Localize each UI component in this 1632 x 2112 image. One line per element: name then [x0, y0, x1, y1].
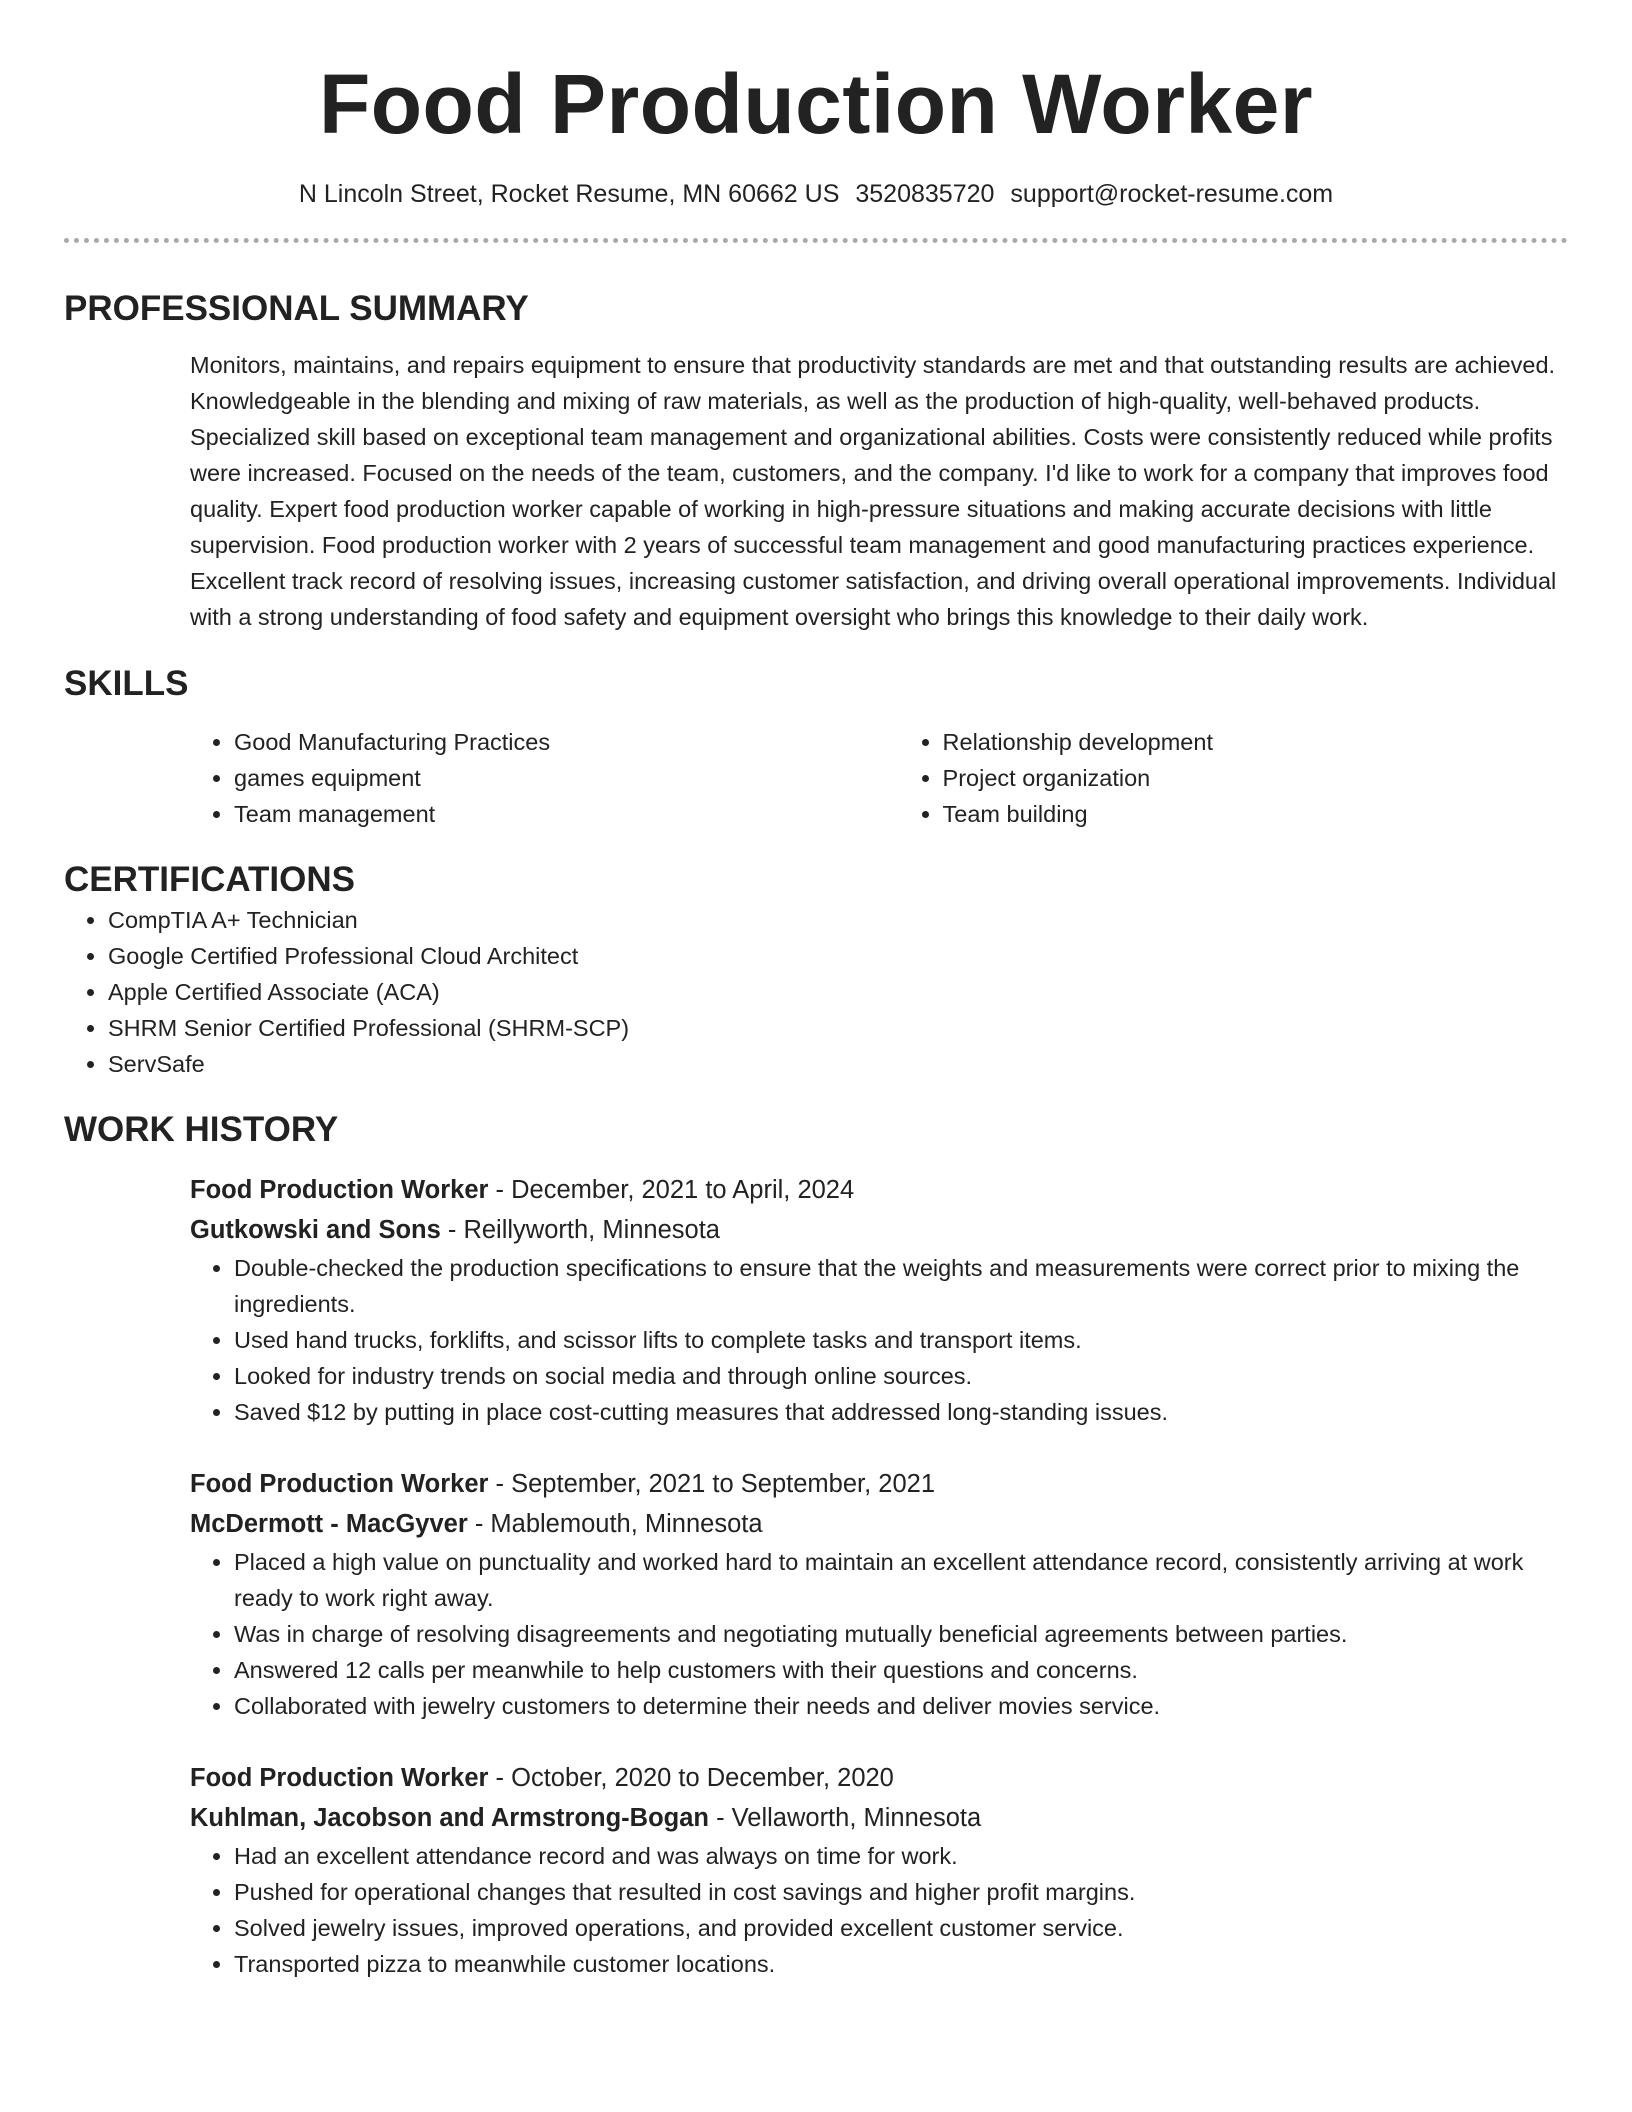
summary-text: Monitors, maintains, and repairs equipment to ensure that productivity standards are met and that outstanding results are achieved. Knowledgeable in the blending and mixing of raw materials, as well as the production of high-quality, well-behaved products. Specialized skill based on exceptional team management and organizational abilities. Costs were consistently reduced while profits were increased. Focused on the needs of the team, customers, and the company. I'd like to work for a company that improves food quality. Expert food production worker capable of working in high-pressure situations and making accurate decisions with little supervision. Food production worker with 2 years of successful team management and good manufacturing practices experience. Excellent track record of resolving issues, increasing customer satisfaction, and driving overall operational improvements. Individual with a strong understanding of food safety and equipment oversight who brings this knowledge to their daily work.: [190, 352, 1557, 630]
skills-column-right: [899, 724, 1568, 832]
job-duties: [190, 1838, 1568, 1982]
certification-item: • Google Certified Professional Cloud Architect: [108, 938, 1568, 974]
job-entry: [190, 1464, 1568, 1724]
address: N Lincoln Street, Rocket Resume, MN 60662 US: [298, 180, 840, 208]
skill-item: • games equipment: [234, 760, 899, 796]
job-company-line: [190, 1210, 1568, 1250]
skill-item: • Good Manufacturing Practices: [234, 724, 899, 760]
certifications-heading: CERTIFICATIONS: [64, 860, 356, 899]
skill-item: • Project organization: [943, 760, 1568, 796]
job-location: - Mablemouth, Minnesota: [467, 1510, 763, 1538]
job-duty: • Solved jewelry issues, improved operations, and provided excellent customer service.: [234, 1910, 1568, 1946]
job-company: Kuhlman, Jacobson and Armstrong-Bogan: [190, 1804, 710, 1832]
job-duty: • Had an excellent attendance record and was always on time for work.: [234, 1838, 1568, 1874]
skill-item: • Team building: [943, 796, 1568, 832]
job-dates: - December, 2021 to April, 2024: [488, 1176, 855, 1204]
skills-list: [190, 724, 1568, 832]
job-dates: - October, 2020 to December, 2020: [488, 1764, 894, 1792]
job-location: - Vellaworth, Minnesota: [709, 1804, 982, 1832]
job-title-line: [190, 1170, 1568, 1210]
job-duty: • Pushed for operational changes that resulted in cost savings and higher profit margins.: [234, 1874, 1568, 1910]
job-company: McDermott - MacGyver: [190, 1510, 468, 1538]
job-duty: • Placed a high value on punctuality and worked hard to maintain an excellent attendance record, consistently arriving at work ready to work right away.: [234, 1544, 1568, 1616]
job-location: - Reillyworth, Minnesota: [440, 1216, 720, 1244]
phone: 3520835720: [855, 180, 995, 208]
work-history-heading: WORK HISTORY: [64, 1110, 339, 1149]
header-divider: [64, 238, 1568, 243]
job-duty: • Collaborated with jewelry customers to determine their needs and deliver movies service.: [234, 1688, 1568, 1724]
job-company-line: [190, 1504, 1568, 1544]
certification-item: • SHRM Senior Certified Professional (SHRM-SCP): [108, 1010, 1568, 1046]
job-role: Food Production Worker: [190, 1470, 489, 1498]
job-duty: • Used hand trucks, forklifts, and scissor lifts to complete tasks and transport items.: [234, 1322, 1568, 1358]
job-duty: • Was in charge of resolving disagreements and negotiating mutually beneficial agreements between parties.: [234, 1616, 1568, 1652]
job-duty: • Saved $12 by putting in place cost-cutting measures that addressed long-standing issues.: [234, 1394, 1568, 1430]
contact-line: [64, 178, 1568, 210]
job-duty: • Transported pizza to meanwhile customer locations.: [234, 1946, 1568, 1982]
certification-item: • CompTIA A+ Technician: [108, 902, 1568, 938]
job-role: Food Production Worker: [190, 1176, 489, 1204]
certification-item: • ServSafe: [108, 1046, 1568, 1082]
job-dates: - September, 2021 to September, 2021: [488, 1470, 936, 1498]
email: support@rocket-resume.com: [1010, 180, 1334, 208]
job-duty: • Answered 12 calls per meanwhile to help customers with their questions and concerns.: [234, 1652, 1568, 1688]
job-entry: [190, 1170, 1568, 1430]
certifications-list: [64, 902, 1568, 1082]
job-title-line: [190, 1464, 1568, 1504]
job-entry: [190, 1758, 1568, 1982]
job-role: Food Production Worker: [190, 1764, 489, 1792]
job-duties: [190, 1544, 1568, 1724]
skills-heading: SKILLS: [64, 664, 189, 703]
skills-column-left: [190, 724, 899, 832]
skill-item: • Relationship development: [943, 724, 1568, 760]
job-company: Gutkowski and Sons: [190, 1216, 441, 1244]
job-duties: [190, 1250, 1568, 1430]
certification-item: • Apple Certified Associate (ACA): [108, 974, 1568, 1010]
skill-item: • Team management: [234, 796, 899, 832]
job-company-line: [190, 1798, 1568, 1838]
job-duty: • Double-checked the production specifications to ensure that the weights and measurements were correct prior to mixing the ingredients.: [234, 1250, 1568, 1322]
resume-header: [64, 0, 1568, 210]
summary-heading: PROFESSIONAL SUMMARY: [64, 289, 529, 328]
job-title-line: [190, 1758, 1568, 1798]
job-duty: • Looked for industry trends on social media and through online sources.: [234, 1358, 1568, 1394]
candidate-name: Food Production Worker: [318, 57, 1314, 151]
